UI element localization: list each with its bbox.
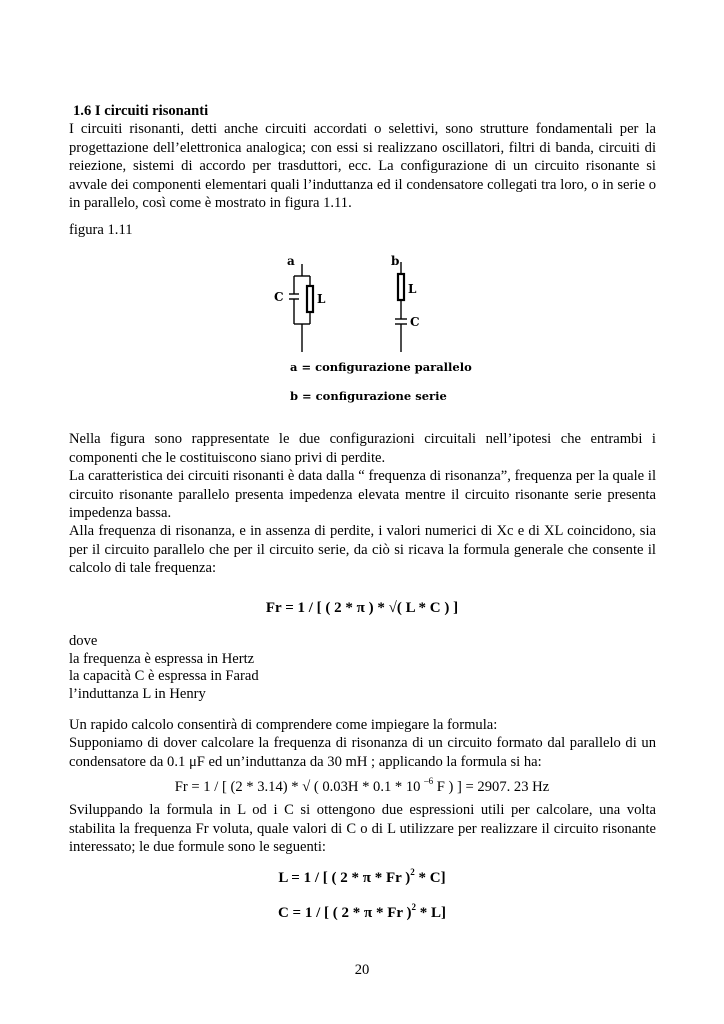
intro-paragraph: I circuiti risonanti, detti anche circuiti accordati o selettivi, sono strutture fondamentali per la progettazione dell’elettronica analogica; con essi si realizzano oscillatori, filtri di banda, circuiti di reiezione, sistemi di accordo per trasduttori, ecc. La configurazione di un circuito risonante si avvale dei componenti elementari quali l’induttanza ed il condensatore collegati tra loro, o in serie o in parallelo, così come è mostrato in figura 1.11. <box>69 121 656 211</box>
example-formula-part1: Fr = 1 / [ (2 * 3.14) * √ ( 0.03H * 0.1 * 10 <box>174 779 425 795</box>
formula-l-exponent: 2 <box>410 867 415 877</box>
label-c-parallel: C <box>274 290 284 304</box>
formula-c-exponent: 2 <box>411 902 417 912</box>
label-b: b <box>391 254 400 268</box>
paragraph-figure-description: Nella figura sono rappresentate le due configurazioni circuitali nell’ipotesi che entrambi i componenti che le costituiscono siano privi di perdite. <box>69 431 656 466</box>
example-formula <box>0 776 724 796</box>
inductor-a <box>307 286 313 312</box>
formula-capacitance <box>0 902 724 922</box>
formula-inductance <box>0 867 724 887</box>
paragraph-xc-xl: Alla frequenza di risonanza, e in assenza di perdite, i valori numerici di Xc e di XL coincidono, sia per il circuito parallelo che per il circuito serie, da ciò si ricava la formula generale che consente il calcolo di tale frequenza: <box>69 523 656 576</box>
label-c-series: C <box>410 315 420 329</box>
paragraph-resonance-frequency: La caratteristica dei circuiti risonanti è data dalla “ frequenza di risonanza”, frequenza per la quale il circuito risonante parallelo presenta impedenza elevata mentre il circuito risonante serie presenta impedenza bassa. <box>69 468 656 521</box>
circuit-diagram <box>260 248 460 408</box>
main-formula: Fr = 1 / [ ( 2 * π ) * √( L * C ) ] <box>265 600 459 616</box>
section-heading: 1.6 I circuiti risonanti <box>73 103 209 119</box>
example-intro: Un rapido calcolo consentirà di comprendere come impiegare la formula: <box>69 717 498 733</box>
label-a: a <box>287 254 295 268</box>
caption-parallel: a = configurazione parallelo <box>290 360 472 374</box>
formula-c-base: C = 1 / [ ( 2 * π * Fr ) <box>277 905 412 921</box>
units-dove: dove <box>69 633 98 649</box>
units-inductance: l’induttanza L in Henry <box>69 686 206 702</box>
caption-series: b = configurazione serie <box>290 389 447 403</box>
develop-paragraph: Sviluppando la formula in L od i C si ottengono due espressioni utili per calcolare, una volta stabilita la frequenza Fr voluta, quale valori di C o di L utilizzare per realizzare il circuito risonante interessato; le due formule sono le seguenti: <box>69 802 656 855</box>
example-text: Supponiamo di dover calcolare la frequenza di risonanza di un circuito formato dal parallelo di un condensatore da 0.1 μF ed un’induttanza da 30 mH ; applicando la formula si ha: <box>69 735 656 770</box>
figure-label: figura 1.11 <box>69 222 133 238</box>
page-number: 20 <box>354 962 370 978</box>
inductor-b <box>398 274 404 300</box>
example-formula-exponent: –6 <box>424 776 434 786</box>
formula-c-tail: * L] <box>416 905 447 921</box>
circuit-figure <box>260 248 472 408</box>
label-l-series: L <box>408 282 417 296</box>
label-l-parallel: L <box>317 292 326 306</box>
units-capacitance: la capacità C è espressa in Farad <box>69 668 259 684</box>
units-frequency: la frequenza è espressa in Hertz <box>69 651 255 667</box>
example-formula-part2: F ) ] = 2907. 23 Hz <box>433 779 550 795</box>
formula-l-base: L = 1 / [ ( 2 * π * Fr ) <box>278 870 411 886</box>
formula-l-tail: * C] <box>414 870 446 886</box>
